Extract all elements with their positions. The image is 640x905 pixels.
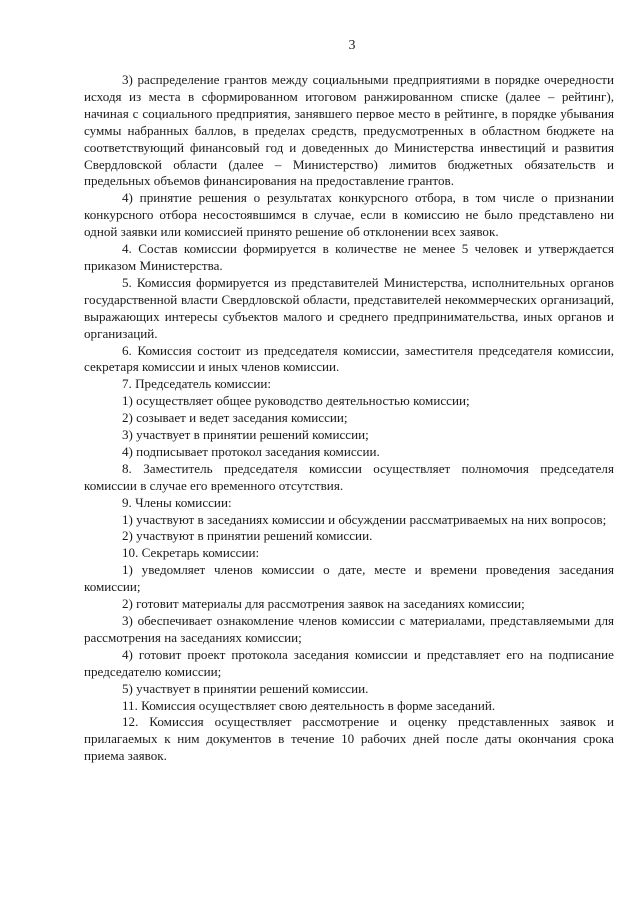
paragraph: 9. Члены комиссии:: [122, 494, 232, 510]
paragraph: 8. Заместитель председателя комиссии осуществляет полномочия председателя комиссии в случае его временного отсутствия.: [84, 460, 614, 493]
paragraph: 1) участвуют в заседаниях комиссии и обсуждении рассматриваемых на них вопросов;: [122, 511, 607, 527]
paragraph: 3) обеспечивает ознакомление членов комиссии с материалами, представляемыми для рассмотрения на заседаниях комиссии;: [84, 613, 614, 645]
paragraph: 1) уведомляет членов комиссии о дате, месте и времени проведения заседания комиссии;: [84, 562, 614, 595]
document-body: [84, 72, 614, 765]
paragraph: 2) готовит материалы для рассмотрения заявок на заседаниях комиссии;: [122, 596, 525, 612]
paragraph: 1) осуществляет общее руководство деятельностью комиссии;: [122, 393, 470, 409]
paragraph: 2) созывает и ведет заседания комиссии;: [122, 410, 348, 426]
paragraph: 3) участвует в принятии решений комиссии;: [122, 427, 369, 443]
paragraph: 10. Секретарь комиссии:: [122, 545, 260, 561]
paragraph: 5. Комиссия формируется из представителей Министерства, исполнительных органов государственной власти Свердловской области, представителей некоммерческих организаций, выражающих интересы субъектов малого и среднего предпринимательства, иных органов и организаций.: [84, 274, 614, 341]
paragraph: 2) участвуют в принятии решений комиссии.: [122, 528, 373, 544]
paragraph: 7. Председатель комиссии:: [122, 376, 272, 392]
page-number: 3: [348, 38, 356, 53]
paragraph: 5) участвует в принятии решений комиссии.: [122, 680, 369, 696]
paragraph: 4. Состав комиссии формируется в количестве не менее 5 человек и утверждается приказом Министерства.: [84, 241, 614, 273]
paragraph: 4) подписывает протокол заседания комиссии.: [122, 443, 380, 459]
paragraph: 12. Комиссия осуществляет рассмотрение и оценку представленных заявок и прилагаемых к ним документов в течение 10 рабочих дней после даты окончания срока приема заявок.: [84, 714, 614, 764]
paragraph: 3) распределение грантов между социальными предприятиями в порядке очередности исходя из места в сформированном итоговом ранжированном списке (далее – рейтинг), начиная с социального предприятия, занявшего первое место в рейтинге, в порядке убывания суммы набранных баллов, в пределах средств, предусмотренных в областном бюджете на соответствующий финансовый год и доведенных до Министерства инвестиций и развития Свердловской области (далее – Министерство) лимитов бюджетных обязательств и предельных объемов финансирования на предоставление грантов.: [84, 72, 614, 189]
paragraph: 4) принятие решения о результатах конкурсного отбора, в том числе о признании конкурсного отбора несостоявшимся в случае, если в комиссию не было представлено ни одной заявки или комиссией принято решение об отклонении всех заявок.: [84, 190, 614, 240]
paragraph: 4) готовит проект протокола заседания комиссии и представляет его на подписание председателю комиссии;: [84, 646, 614, 679]
paragraph: 11. Комиссия осуществляет свою деятельность в форме заседаний.: [122, 697, 496, 713]
paragraph: 6. Комиссия состоит из председателя комиссии, заместителя председателя комиссии, секретаря комиссии и иных членов комиссии.: [84, 342, 614, 375]
